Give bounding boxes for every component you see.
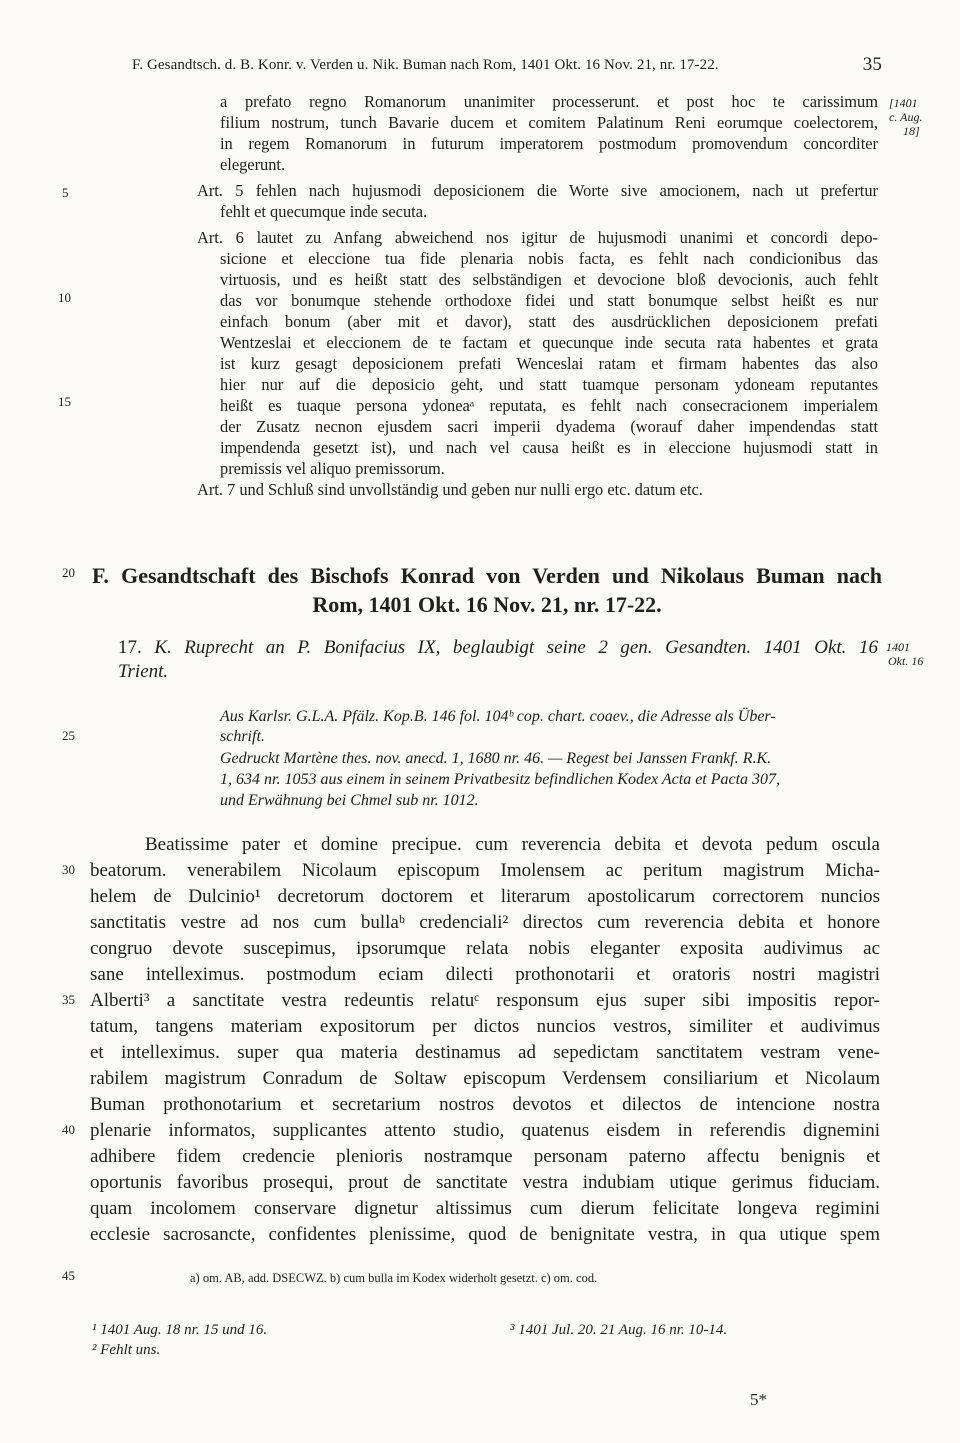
art6-line: virtuosis, und es heißt statt des selbständigen et devocione bloß devocionis, auch fehlt: [220, 270, 878, 289]
art7-line: Art. 7 und Schluß sind unvollständig und geben nur nulli ergo etc. datum etc.: [197, 480, 703, 499]
variant-notes: a) om. AB, add. DSECWZ. b) cum bulla im Kodex widerholt gesetzt. c) om. cod.: [190, 1271, 598, 1285]
top-text-line: in regem Romanorum in futurum imperatorem postmodum promovendum concorditer: [220, 134, 878, 153]
doc17-source-line: Aus Karlsr. G.L.A. Pfälz. Kop.B. 146 fol. 104ᵇ cop. chart. coaev., die Adresse als Über-: [220, 708, 776, 725]
section-title-line1: Gesandtschaft des Bischofs Konrad von Verden und Nikolaus Buman nach: [121, 563, 883, 588]
footnote-2: ² Fehlt uns.: [92, 1342, 161, 1358]
art5-line: fehlt et quecumque inde secuta.: [220, 202, 428, 221]
margin-date-note: [1401 c. Aug. 18]: [889, 96, 923, 138]
doc17-text-line: sane intelleximus. postmodum eciam dilecti prothonotarii et oratoris nostri magistri: [90, 964, 880, 985]
doc17-print-line: Gedruckt Martène thes. nov. anecd. 1, 1680 nr. 46. — Regest bei Janssen Frankf. R.K.: [220, 750, 772, 767]
doc17-text-line: congruo devote suscepimus, ipsorumque relata nobis eleganter exposita audivimus ac: [90, 938, 880, 959]
doc17-regest: [118, 636, 878, 660]
section-heading: [92, 561, 882, 591]
art6-line: impendenda gesetzt ist), und nach vel causa heißt es in eleccione hujusmodi statt in: [220, 438, 878, 457]
art6-line: der Zusatz necnon ejusdem sacri imperii dyadema (worauf daher impendendas statt: [220, 417, 878, 436]
line-number-10: 10: [58, 290, 71, 305]
doc17-text-line: et intelleximus. super qua materia destinamus ad sepedictam sanctitatem vestram vene-: [90, 1042, 880, 1063]
art6-line: Art. 6 lautet zu Anfang abweichend nos igitur de hujusmodi unanimi et concordi depo-: [197, 228, 878, 247]
line-number-35: 35: [62, 992, 75, 1007]
doc17-text-line: rabilem magistrum Conradum de Soltaw episcopum Verdensem consiliarium et Nicolaum: [90, 1068, 880, 1089]
footnote-1: ¹ 1401 Aug. 18 nr. 15 und 16.: [92, 1322, 268, 1338]
doc17-regest-line1: K. Ruprecht an P. Bonifacius IX, beglaubigt seine 2 gen. Gesandten. 1401 Okt. 16: [154, 637, 878, 658]
running-title: F. Gesandtsch. d. B. Konr. v. Verden u. Nik. Buman nach Rom, 1401 Okt. 16 Nov. 21, nr. 17-22.: [132, 57, 719, 73]
line-number-45: 45: [62, 1268, 75, 1283]
doc17-text-line: Beatissime pater et domine precipue. cum reverencia debita et devota pedum oscula: [145, 834, 880, 855]
doc17-text-line: beatorum. venerabilem Nicolaum episcopum Imolensem ac peritum magistrum Micha-: [90, 860, 880, 881]
footnote-3: ³ 1401 Jul. 20. 21 Aug. 16 nr. 10-14.: [510, 1322, 728, 1338]
doc17-text-line: Buman prothonotarium et secretarium nostros devotos et dilectos de intencione nostra: [90, 1094, 880, 1115]
running-header: [132, 54, 882, 75]
doc17-margin-date: 1401 Okt. 16: [886, 640, 924, 668]
art6-line: sicione et eleccione tua fide plenaria nobis facta, es fehlt nach condicionibus das: [220, 249, 878, 268]
art6-line: Wentzeslai et eleccionem de te factam et quecunque inde secuta rata habentes et grata: [220, 333, 878, 352]
doc17-text-line: tatum, tangens materiam expositorum per dictos nuncios vestros, similiter et audivimus: [90, 1016, 880, 1037]
line-number-40: 40: [62, 1122, 75, 1137]
doc17-text-line: sanctitatis vestre ad nos cum bullaᵇ credenciali² directos cum reverencia debita et honore: [90, 912, 880, 933]
doc17-source-line: schrift.: [220, 728, 265, 745]
doc17-print-line: und Erwähnung bei Chmel sub nr. 1012.: [220, 792, 479, 809]
art6-line: heißt es tuaque persona ydoneaᵃ reputata, es fehlt nach consecracionem imperialem: [220, 396, 878, 415]
doc17-text-line: ecclesie sacrosancte, confidentes plenissime, quod de benignitate vestra, in qua utique spem: [90, 1224, 880, 1245]
art5-line: Art. 5 fehlen nach hujusmodi deposicionem die Worte sive amocionem, nach ut prefertur: [197, 181, 878, 200]
doc17-text-line: adhibere fidem credencie plenioris nostramque personam paterno affectu benignis et: [90, 1146, 880, 1167]
doc17-print-line: 1, 634 nr. 1053 aus einem in seinem Privatbesitz befindlichen Kodex Acta et Pacta 307,: [220, 771, 781, 788]
signature-mark: 5*: [750, 1390, 767, 1409]
doc17-regest-line2: Trient.: [118, 661, 169, 682]
line-number-15: 15: [58, 394, 71, 409]
top-text-line: filium nostrum, tunch Bavarie ducem et comitem Palatinum Reni eorumque coelectorem,: [220, 113, 878, 132]
line-number-30: 30: [62, 862, 75, 877]
art6-line: einfach bonum (aber mit et davor), statt des ausdrücklichen deposicionem prefati: [220, 312, 878, 331]
page-number: 35: [862, 54, 882, 75]
doc17-text-line: plenarie informatos, supplicantes attento studio, quatenus eisdem in referendis dignemini: [90, 1120, 880, 1141]
art6-line: premissis vel aliquo premissorum.: [220, 459, 445, 478]
line-number-20: 20: [62, 565, 75, 580]
doc17-text-line: oportunis favoribus prosequi, prout de sanctitate vestra indubiam utique gerimus fiduciam.: [90, 1172, 880, 1193]
section-letter: F.: [92, 563, 109, 588]
doc17-text-line: helem de Dulcinio¹ decretorum doctorem et literarum apostolicarum correctorem nuncios: [90, 886, 880, 907]
section-title-line2: Rom, 1401 Okt. 16 Nov. 21, nr. 17-22.: [312, 592, 662, 617]
art6-line: ist kurz gesagt deposicionem prefati Wenceslai ratam et firmam habentes das also: [220, 354, 878, 373]
top-text-line: elegerunt.: [220, 155, 286, 174]
line-number-5: 5: [62, 185, 69, 200]
top-text-line: a prefato regno Romanorum unanimiter processerunt. et post hoc te carissimum: [220, 92, 878, 111]
doc17-number: 17.: [118, 637, 142, 658]
art6-line: hier nur auf die deposicio geht, und statt tuamque personam ydoneam reputantes: [220, 375, 878, 394]
art6-line: das vor bonumque stehende orthodoxe fidei und statt bonumque selbst heißt es nur: [220, 291, 878, 310]
line-number-25: 25: [62, 728, 75, 743]
doc17-text-line: quam incolomem conservare dignetur altissimus cum dierum felicitate longeva regimini: [90, 1198, 880, 1219]
doc17-text-line: Alberti³ a sanctitate vestra redeuntis relatuᶜ responsum ejus super sibi impositis repor-: [90, 990, 880, 1011]
